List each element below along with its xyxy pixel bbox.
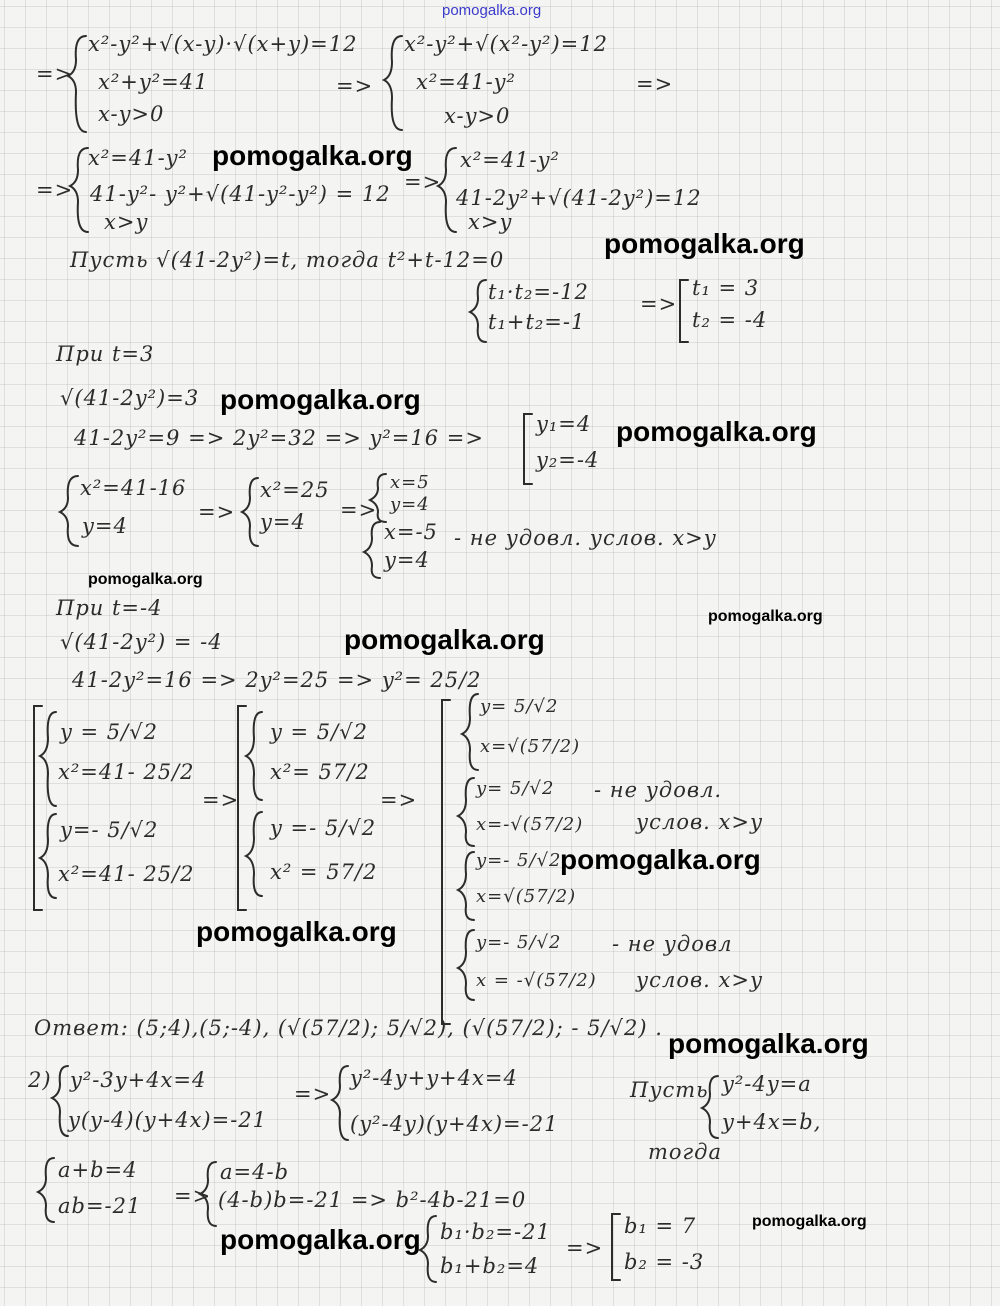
- equation-line: y²-4y=a: [722, 1072, 812, 1096]
- equation-line: y²-3y+4x=4: [70, 1068, 207, 1092]
- equation-line: x=-5: [384, 520, 438, 544]
- implies-arrow: =>: [340, 498, 378, 522]
- equation-line: y= 5/√2: [480, 696, 559, 717]
- implies-arrow: =>: [380, 788, 418, 812]
- equation-line: 41-2y²=16 => 2y²=25 => y²= 25/2: [72, 668, 482, 692]
- case-heading: При t=3: [56, 342, 155, 366]
- equation-line: 41-2y²=9 => 2y²=32 => y²=16 =>: [74, 426, 484, 450]
- watermark-top: pomogalka.org: [442, 2, 542, 19]
- equation-line: x²= 57/2: [270, 760, 370, 784]
- substitution-label: Пусть: [630, 1078, 709, 1102]
- watermark: pomogalka.org: [220, 384, 421, 415]
- equation-line: b₂ = -3: [624, 1250, 705, 1274]
- equation-line: x² = 57/2: [270, 860, 378, 884]
- implies-arrow: =>: [640, 292, 678, 316]
- equation-line: x=-√(57/2): [476, 814, 584, 835]
- equation-line: 41-y²- y²+√(41-y²-y²) = 12: [90, 182, 391, 206]
- equation-line: x²=41- 25/2: [58, 760, 195, 784]
- equation-line: x²=41- 25/2: [58, 862, 195, 886]
- remark-line: - не удовл: [612, 932, 733, 956]
- implies-arrow: =>: [198, 500, 236, 524]
- equation-line: y= 5/√2: [476, 778, 555, 799]
- watermark: pomogalka.org: [708, 608, 823, 625]
- equation-line: x²=41-y²: [460, 148, 560, 172]
- equation-line: x²-y²+√(x-y)·√(x+y)=12: [88, 32, 358, 56]
- implies-arrow: =>: [36, 178, 74, 202]
- equation-line: b₁+b₂=4: [440, 1254, 540, 1278]
- implies-arrow: =>: [294, 1082, 332, 1106]
- remark-line: услов. x>y: [636, 968, 763, 992]
- equation-line: ab=-21: [58, 1194, 142, 1218]
- equation-line: x=√(57/2): [480, 736, 581, 757]
- equation-line: 41-2y²+√(41-2y²)=12: [456, 186, 702, 210]
- equation-line: x²+y²=41: [98, 70, 209, 94]
- equation-line: √(41-2y²)=3: [60, 386, 200, 410]
- equation-line: y²-4y+y+4x=4: [350, 1066, 518, 1090]
- remark-line: услов. x>y: [636, 810, 763, 834]
- equation-line: y₁=4: [536, 412, 592, 436]
- watermark: pomogalka.org: [604, 228, 805, 259]
- implies-arrow: =>: [202, 788, 240, 812]
- equation-line: y=- 5/√2: [60, 818, 159, 842]
- implies-arrow: =>: [36, 62, 74, 86]
- equation-line: x=5: [390, 472, 430, 493]
- watermark: pomogalka.org: [668, 1028, 869, 1059]
- equation-line: x>y: [468, 210, 513, 234]
- equation-line: b₁·b₂=-21: [440, 1220, 551, 1244]
- substitution-line: Пусть √(41-2y²)=t, тогда t²+t-12=0: [70, 248, 505, 272]
- equation-line: y=- 5/√2: [476, 850, 562, 871]
- equation-line: x-y>0: [98, 102, 165, 126]
- equation-line: t₁+t₂=-1: [488, 310, 586, 334]
- watermark: pomogalka.org: [560, 844, 761, 875]
- equation-line: y =- 5/√2: [270, 816, 377, 840]
- equation-line: x²=41-y²: [416, 70, 516, 94]
- remark-line: - не удовл.: [594, 778, 723, 802]
- equation-line: y=4: [260, 510, 306, 534]
- equation-line: y=- 5/√2: [476, 932, 562, 953]
- equation-line: x²=25: [260, 478, 330, 502]
- implies-arrow: =>: [404, 170, 442, 194]
- equation-line: y+4x=b,: [722, 1110, 822, 1134]
- equation-line: b₁ = 7: [624, 1214, 697, 1238]
- implies-arrow: =>: [636, 72, 674, 96]
- answer-line: Ответ: (5;4),(5;-4), (√(57/2); 5/√2), (√(57/2); - 5/√2) .: [34, 1016, 663, 1040]
- equation-line: y=4: [82, 514, 128, 538]
- equation-line: t₂ = -4: [692, 308, 768, 332]
- equation-line: (4-b)b=-21 => b²-4b-21=0: [218, 1188, 527, 1212]
- equation-line: √(41-2y²) = -4: [60, 630, 223, 654]
- watermark: pomogalka.org: [196, 916, 397, 947]
- watermark: pomogalka.org: [616, 416, 817, 447]
- implies-arrow: =>: [566, 1236, 604, 1260]
- equation-line: x-y>0: [444, 104, 511, 128]
- equation-line: y = 5/√2: [60, 720, 158, 744]
- equation-line: a=4-b: [220, 1160, 290, 1184]
- equation-line: y(y-4)(y+4x)=-21: [68, 1108, 268, 1132]
- equation-line: a+b=4: [58, 1158, 138, 1182]
- equation-line: y₂=-4: [536, 448, 600, 472]
- equation-line: y=4: [390, 494, 430, 515]
- equation-line: x²-y²+√(x²-y²)=12: [404, 32, 608, 56]
- case-heading: При t=-4: [56, 596, 163, 620]
- equation-line: (y²-4y)(y+4x)=-21: [350, 1112, 559, 1136]
- watermark: pomogalka.org: [88, 571, 203, 588]
- equation-line: y = 5/√2: [270, 720, 368, 744]
- implies-arrow: =>: [174, 1184, 212, 1208]
- watermark: pomogalka.org: [344, 624, 545, 655]
- equation-line: x = -√(57/2): [476, 970, 597, 991]
- watermark: pomogalka.org: [220, 1224, 421, 1255]
- substitution-label: тогда: [648, 1140, 722, 1164]
- equation-line: t₁ = 3: [692, 276, 760, 300]
- equation-line: x²=41-16: [80, 476, 187, 500]
- equation-line: x²=41-y²: [88, 146, 188, 170]
- equation-line: t₁·t₂=-12: [488, 280, 589, 304]
- equation-line: x>y: [104, 210, 149, 234]
- equation-line: x=√(57/2): [476, 886, 577, 907]
- equation-line: y=4: [384, 548, 430, 572]
- problem-number: 2): [28, 1068, 52, 1092]
- watermark: pomogalka.org: [752, 1213, 867, 1230]
- remark-line: - не удовл. услов. x>y: [454, 526, 717, 550]
- watermark: pomogalka.org: [212, 140, 413, 171]
- implies-arrow: =>: [336, 74, 374, 98]
